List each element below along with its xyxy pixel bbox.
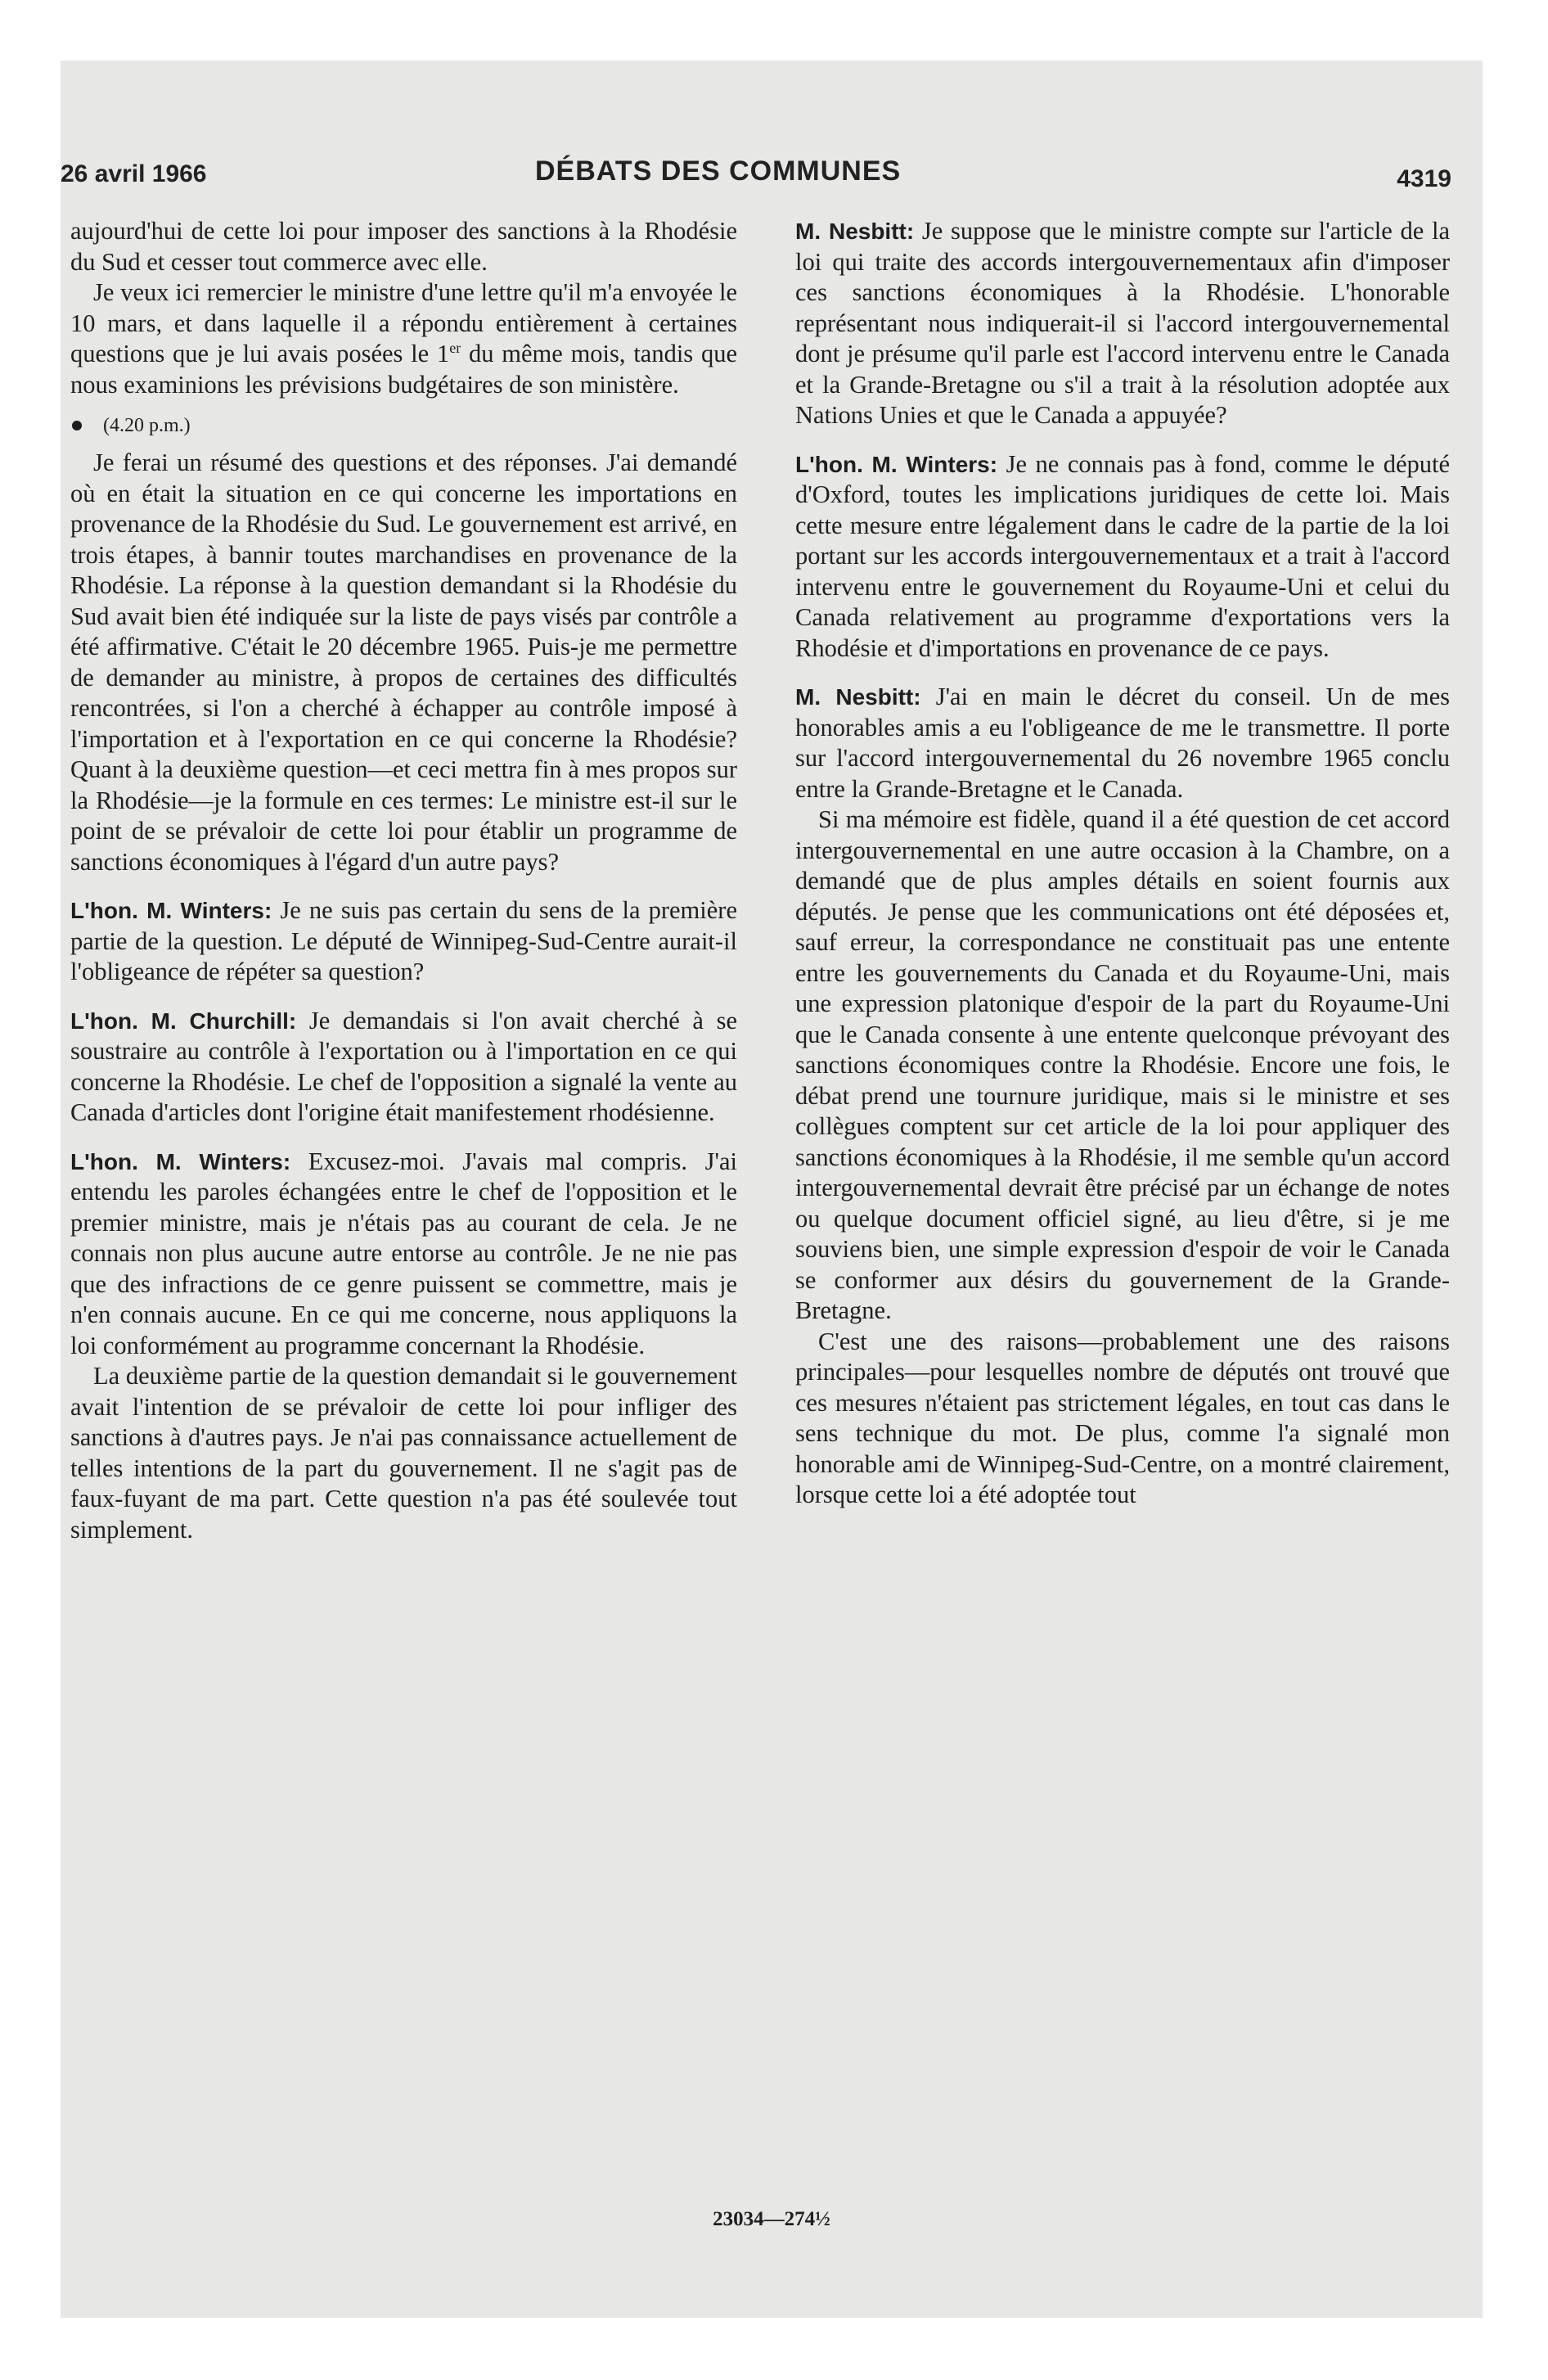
speech-text: Je demandais si l'on avait cherché à se soustraire au contrôle à l'exportation ou à l'importation en ce qui concerne la Rhodésie. Le chef de l'opposition a signalé la vente au Canada d'articles dont l'origine était manifestement rhodésienne. (70, 1006, 738, 1126)
paragraph: Je ferai un résumé des questions et des réponses. J'ai demandé où en était la situation en ce qui concerne les importations en provenance de la Rhodésie du Sud. Le gouvernement est arrivé, en trois étapes, à bannir toutes marchandises en provenance de la Rhodésie. La réponse à la question demandant si la Rhodésie du Sud avait bien été indiquée sur la liste de pays visés par contrôle a été affirmative. C'était le 20 décembre 1965. Puis-je me permettre de demander au ministre, à propos de certaines des difficultés rencontrées, si l'on a cherché à échapper au contrôle imposé à l'importation et à l'exportation en ce qui concerne la Rhodésie? Quant à la deuxième question—et ceci mettra fin à mes propos sur la Rhodésie—je la formule en ces termes: Le ministre est-il sur le point de se prévaloir de cette loi pour établir un programme de sanctions économiques à l'égard d'un autre pays? (70, 449, 737, 876)
speech (70, 1147, 737, 1362)
speech-text: Je ne suis pas certain du sens de la première partie de la question. Le député de Winnipeg-Sud-Centre aurait-il l'obligeance de répéter sa question? (70, 896, 737, 985)
paragraph: La deuxième partie de la question demandait si le gouvernement avait l'intention de se prévaloir de cette loi pour infliger des sanctions à d'autres pays. Je n'ai pas connaissance actuellement de telles intentions de la part du gouvernement. Il ne s'agit pas de faux-fuyant de ma part. Cette question n'a pas été soulevée tout simplement. (70, 1362, 737, 1544)
speech-text: Je ne connais pas à fond, comme le député d'Oxford, toutes les implications juridiques de cette loi. Mais cette mesure entre légalement dans le cadre de la partie de la loi portant sur les accords intergouvernementaux et a trait à l'accord intervenu entre le gouvernement du Royaume-Uni et celui du Canada relativement au programme d'exportations vers la Rhodésie et d'importations en provenance de ce pays. (795, 449, 1450, 662)
speech (795, 216, 1450, 431)
paragraph: Si ma mémoire est fidèle, quand il a été question de cet accord intergouvernemental en une autre occasion à la Chambre, on a demandé que de plus amples détails en soient fournis aux députés. Je pense que les communications ont été déposées et, sauf erreur, la correspondance ne constituait pas une entente entre les gouvernements du Canada et du Royaume-Uni, mais une expression platonique d'espoir de la part du Royaume-Uni que le Canada consente à une entente quelconque prévoyant des sanctions économiques contre la Rhodésie. Encore une fois, le débat prend une tournure juridique, mais si le ministre et ses collègues comptent sur cet article de la loi pour appliquer des sanctions économiques à la Rhodésie, il me semble qu'un accord intergouvernemental devrait être précisé par un échange de notes ou quelque document officiel signé, au lieu d'être, si je me souviens bien, une simple expression d'espoir de voir le Canada se conformer aux désirs du gouvernement de la Grande-Bretagne. (795, 805, 1450, 1324)
time-marker (70, 413, 737, 438)
speech-text: J'ai en main le décret du conseil. Un de mes honorables amis a eu l'obligeance de me le transmettre. Il porte sur l'accord intergouvernemental du 26 novembre 1965 conclu entre la Grande-Bretagne et le Canada. (795, 683, 1450, 803)
time-label: (4.20 p.m.) (103, 415, 191, 436)
header-date: 26 avril 1966 (61, 160, 207, 187)
speech (795, 682, 1450, 805)
header-title: DÉBATS DES COMMUNES (535, 156, 902, 187)
paragraph: C'est une des raisons—probablement une des raisons principales—pour lesquelles nombre de députés ont trouvé que ces mesures n'étaient pas strictement légales, en tout cas dans le sens technique du mot. De plus, comme l'a signalé mon honorable ami de Winnipeg-Sud-Centre, on a montré clairement, lorsque cette loi a été adoptée tout (795, 1327, 1450, 1508)
speech-text: Excusez-moi. J'avais mal compris. J'ai entendu les paroles échangées entre le chef de l'opposition et le premier ministre, mais je n'étais pas au courant de cela. Je ne connais non plus aucune autre entorse au contrôle. Je ne nie pas que des infractions de ce genre puissent se commettre, mais je n'en connais aucune. En ce qui me concerne, nous appliquons la loi conformément au programme concernant la Rhodésie. (70, 1147, 737, 1359)
page-footer-code: 23034—274½ (713, 2208, 830, 2230)
bullet-icon (72, 421, 82, 430)
speech (795, 449, 1450, 665)
left-column (70, 216, 737, 1545)
speech (70, 1006, 737, 1129)
speaker-name: M. Nesbitt: (795, 219, 915, 244)
page (61, 61, 1483, 2318)
paragraph: Je veux ici remercier le ministre d'une lettre qu'il m'a envoyée le 10 mars, et dans laquelle il a répondu entièrement à certaines questions que je lui avais posées le 1er du même mois, tandis que nous examinions les prévisions budgétaires de son ministère. (70, 278, 737, 399)
speaker-name: L'hon. M. Winters: (70, 898, 272, 923)
speaker-name: M. Nesbitt: (795, 684, 921, 710)
page-number: 4319 (1397, 165, 1451, 192)
paragraph: aujourd'hui de cette loi pour imposer des sanctions à la Rhodésie du Sud et cesser tout commerce avec elle. (70, 217, 737, 276)
speech-text: Je suppose que le ministre compte sur l'article de la loi qui traite des accords intergouvernementaux afin d'imposer ces sanctions économiques à la Rhodésie. L'honorable représentant nous indiquerait-il si l'accord intergouvernemental dont je présume qu'il parle est l'accord intervenu entre le Canada et la Grande-Bretagne ou s'il a trait à la résolution adoptée aux Nations Unies et que le Canada a appuyée? (795, 217, 1451, 429)
speaker-name: L'hon. M. Winters: (70, 1148, 291, 1174)
right-column (795, 216, 1450, 1511)
speaker-name: L'hon. M. Churchill: (70, 1007, 297, 1034)
speaker-name: L'hon. M. Winters: (795, 451, 998, 477)
page-header (61, 156, 1483, 205)
speech (70, 895, 737, 988)
